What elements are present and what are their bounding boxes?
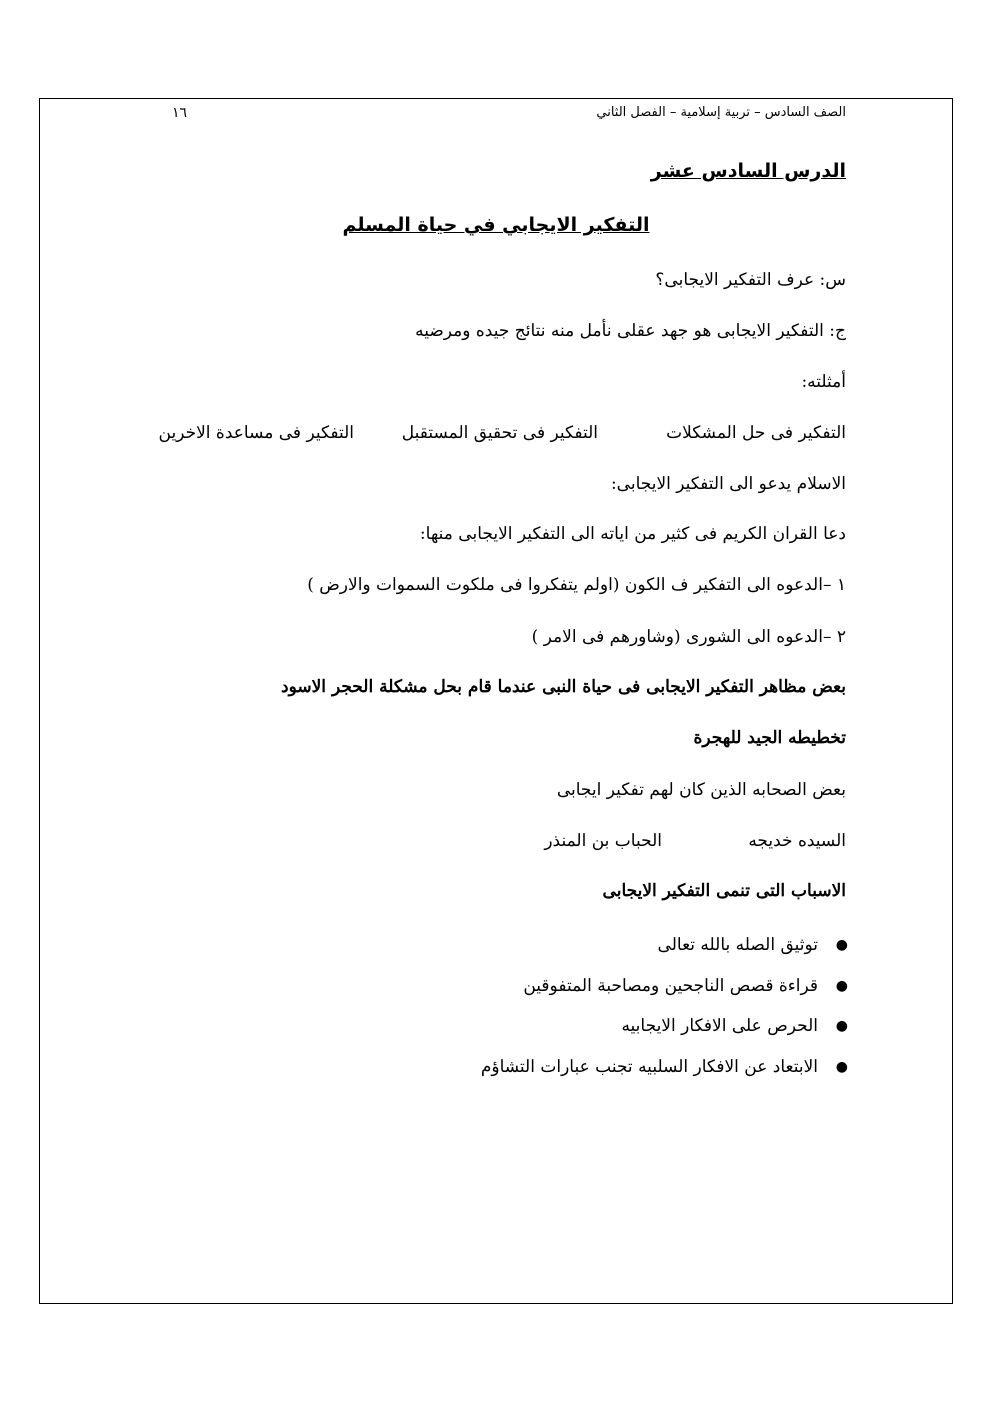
- prophet-aspects: بعض مظاهر التفكير الايجابى فى حياة النبى عندما قام بحل مشكلة الحجر الاسود: [281, 677, 846, 697]
- example-item: التفكير فى تحقيق المستقبل: [401, 423, 598, 443]
- call-item-1: ١ –الدعوه الى التفكير ف الكون (اولم يتفكروا فى ملكوت السموات والارض ): [307, 575, 846, 595]
- hijra-planning: تخطيطه الجيد للهجرة: [693, 728, 846, 748]
- reason-text: توثيق الصله بالله تعالى: [657, 935, 818, 955]
- islam-calls: الاسلام يدعو الى التفكير الايجابى:: [610, 474, 846, 494]
- call-item-2: ٢ –الدعوه الى الشورى (وشاورهم فى الامر ): [531, 627, 846, 647]
- list-item: [480, 1054, 848, 1095]
- list-item: [481, 1013, 848, 1054]
- reasons-list: [481, 932, 846, 1094]
- quran-calls: دعا القران الكريم فى كثير من اياته الى التفكير الايجابى منها:: [419, 524, 846, 544]
- list-item: [481, 932, 848, 973]
- reason-text: الحرص على الافكار الايجابيه: [621, 1016, 818, 1036]
- answer-define: ج: التفكير الايجابى هو جهد عقلى نأمل منه نتائج جيده ومرضيه: [415, 321, 846, 341]
- list-item: [481, 973, 848, 1014]
- reason-text: الابتعاد عن الافكار السلبيه تجنب عبارات التشاؤم: [480, 1056, 818, 1077]
- bullet-icon: ●: [835, 1018, 848, 1034]
- page-number: ١٦: [172, 105, 188, 121]
- question-define: س: عرف التفكير الايجابى؟: [655, 270, 846, 290]
- example-item: التفكير فى مساعدة الاخرين: [158, 423, 354, 443]
- lesson-title: التفكير الايجابي في حياة المسلم: [342, 214, 650, 236]
- course-header: الصف السادس – تربية إسلامية – الفصل الثاني: [596, 105, 846, 120]
- companions-label: بعض الصحابه الذين كان لهم تفكير ايجابى: [556, 780, 846, 800]
- reason-text: قراءة قصص الناجحين ومصاحبة المتفوقين: [523, 975, 818, 996]
- example-item: التفكير فى حل المشكلات: [666, 423, 846, 443]
- reasons-title: الاسباب التى تنمى التفكير الايجابى: [602, 881, 846, 901]
- companion-item: الحباب بن المنذر: [544, 831, 662, 851]
- bullet-icon: ●: [835, 937, 848, 953]
- companion-item: السيده خديجه: [748, 831, 846, 851]
- lesson-label: الدرس السادس عشر: [650, 160, 846, 182]
- bullet-icon: ●: [835, 1058, 848, 1075]
- examples-label: أمثلته:: [801, 372, 846, 392]
- bullet-icon: ●: [835, 977, 848, 994]
